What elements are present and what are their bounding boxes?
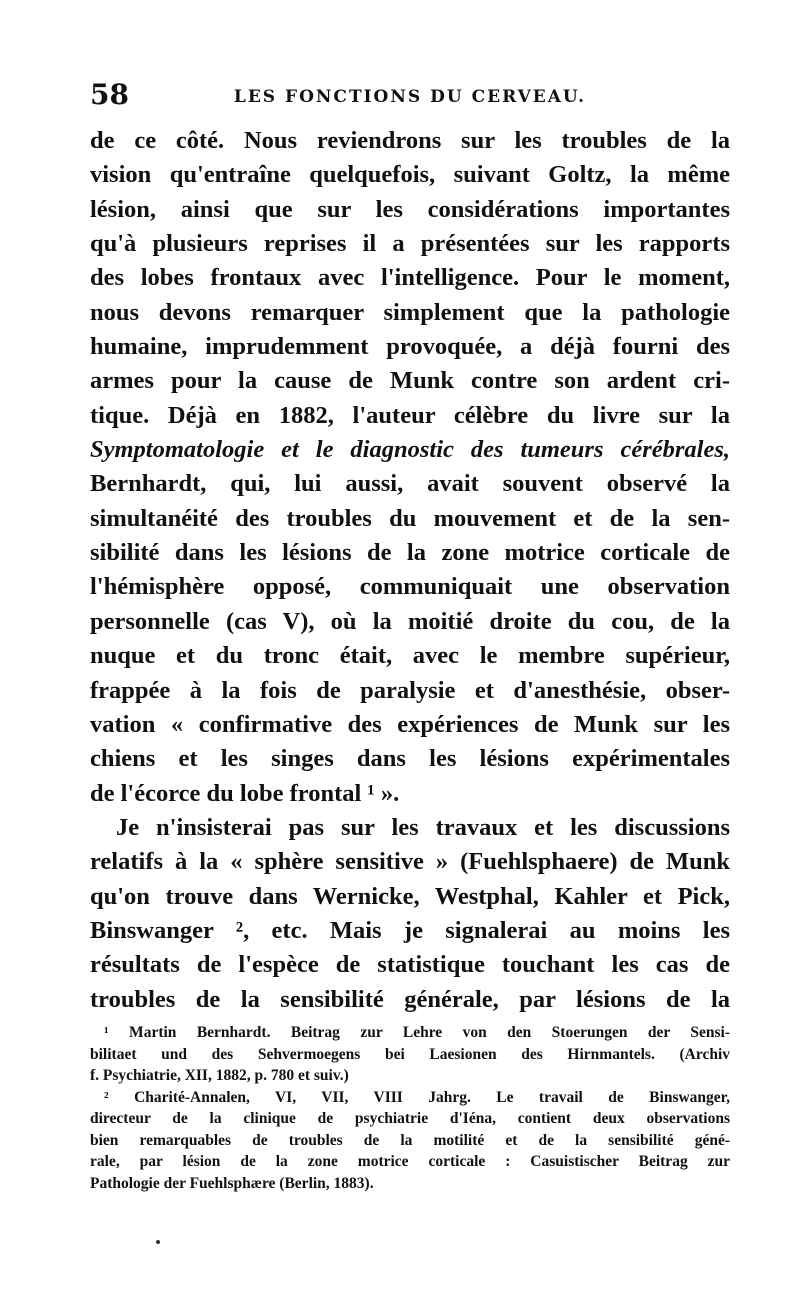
footnote-line: Pathologie der Fuehlsphære (Berlin, 1883).: [90, 1174, 374, 1192]
footnote-line: f. Psychiatrie, XII, 1882, p. 780 et suiv.): [90, 1067, 349, 1084]
text-line-italic-title: Symptomatologie et le diagnostic des tumeurs cérébrales,: [90, 436, 730, 464]
text-line: personnelle (cas V), où la moitié droite du cou, de la: [90, 607, 730, 635]
footnote-line: ¹ Martin Bernhardt. Beitrag zur Lehre von den Stoerungen der Sensi-: [104, 1024, 730, 1041]
text-line: troubles de la sensibilité générale, par lésions de la: [90, 985, 730, 1013]
text-line: armes pour la cause de Munk contre son ardent cri-: [90, 367, 730, 395]
page-header: [90, 78, 730, 118]
text-line: nous devons remarquer simplement que la pathologie: [90, 298, 730, 326]
text-line: des lobes frontaux avec l'intelligence. Pour le moment,: [90, 264, 730, 292]
page-number: 58: [90, 78, 129, 111]
footnote-line: bilitaet und des Sehvermoegens bei Laesionen des Hirnmantels. (Archiv: [90, 1045, 730, 1063]
text-line: l'hémisphère opposé, communiquait une observation: [90, 573, 730, 601]
running-head: LES FONCTIONS DU CERVEAU.: [233, 87, 587, 107]
footnotes: [90, 1022, 730, 1194]
text-line: résultats de l'espèce de statistique touchant les cas de: [90, 951, 730, 979]
text-line: simultanéité des troubles du mouvement et de la sen-: [90, 504, 730, 532]
text-line: chiens et les singes dans les lésions expérimentales: [90, 745, 730, 773]
text-line: qu'à plusieurs reprises il a présentées sur les rapports: [90, 230, 730, 258]
footnote-line: ² Charité-Annalen, VI, VII, VIII Jahrg. Le travail de Binswanger,: [104, 1088, 730, 1106]
text-line: nuque et du tronc était, avec le membre supérieur,: [90, 642, 730, 670]
text-line: Binswanger ², etc. Mais je signalerai au moins les: [90, 916, 730, 944]
text-line: qu'on trouve dans Wernicke, Westphal, Kahler et Pick,: [90, 882, 730, 910]
footnote-line: bien remarquables de troubles de la motilité et de la sensibilité géné-: [90, 1131, 730, 1149]
text-line-paragraph-start: Je n'insisterai pas sur les travaux et les discussions: [116, 813, 730, 841]
text-line-paragraph-end: de l'écorce du lobe frontal ¹ ».: [90, 779, 400, 807]
text-line: vision qu'entraîne quelquefois, suivant Goltz, la même: [90, 161, 730, 189]
text-line: tique. Déjà en 1882, l'auteur célèbre du livre sur la: [90, 401, 730, 429]
body-text: [90, 124, 730, 1017]
text-line: de ce côté. Nous reviendrons sur les troubles de la: [90, 127, 730, 154]
footnote-line: directeur de la clinique de psychiatrie d'Iéna, contient deux observations: [90, 1110, 730, 1127]
text-line: humaine, imprudemment provoquée, a déjà fourni des: [90, 333, 730, 361]
text-line: lésion, ainsi que sur les considérations importantes: [90, 195, 730, 223]
text-line: Bernhardt, qui, lui aussi, avait souvent observé la: [90, 470, 730, 498]
text-line: frappée à la fois de paralysie et d'anesthésie, obser-: [90, 676, 730, 704]
text-line: vation « confirmative des expériences de Munk sur les: [90, 710, 730, 738]
text-line: sibilité dans les lésions de la zone motrice corticale de: [90, 539, 730, 567]
text-line: relatifs à la « sphère sensitive » (Fuehlsphaere) de Munk: [90, 848, 730, 876]
ink-speck: [156, 1240, 160, 1244]
footnote-line: rale, par lésion de la zone motrice corticale : Casuistischer Beitrag zur: [90, 1153, 730, 1170]
